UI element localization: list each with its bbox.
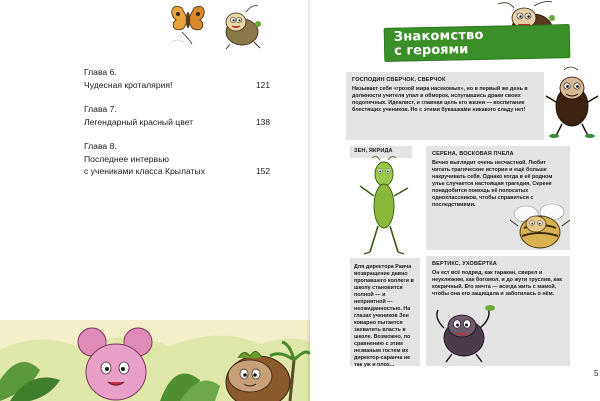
chapter-label: Глава 8. [84,141,117,151]
heroes-title-line-2: с героями [393,42,469,59]
page-ref: 152 [256,166,270,176]
butterfly-and-cricket-illustration [168,2,270,50]
toc-entry-chapter-6[interactable] [84,66,270,91]
right-page [310,0,600,401]
character-description: Называет себя «грозой мира насекомых», но в первый же день в должности учителя упал в обморок, испугавшись драки своих подопечных. Идеалист, и главная цель его жизни — воспитание блестящих учеников. Но с этими букашками никакого сладу нет! [352,86,528,113]
character-name: ЗЕН, ЯКРИДА [354,148,393,154]
character-panel-cricket [346,72,544,140]
table-of-contents [84,66,270,190]
toc-entry-chapter-7[interactable] [84,103,270,128]
chapter-title-continued: с учениками класса Крылатых [84,166,205,176]
chapter-title: Чудесная кроталярия! [84,79,173,90]
chapter-title: Легендарный красный цвет [84,116,194,127]
jungle-characters-illustration [0,320,310,401]
heroes-title-banner [384,24,571,62]
character-description: Вечно выглядит очень несчастной. Любит читать трагические истории и ещё больше накручивать себя. Однако когда в её родном улье случается настоящая трагедия, Серене понадобится помощь её полосатых одноклассников, чтобы справиться с последствиями. [432,160,553,208]
page-ref: 121 [256,79,270,90]
toc-entry-chapter-8[interactable] [84,140,270,178]
character-panel-zen [350,258,420,366]
page-number: 5 [594,369,599,378]
character-name: СЕРЕНА, ВОСКОВАЯ ПЧЕЛА [432,151,514,157]
serena-bee-illustration [506,196,572,250]
chapter-label: Глава 7. [84,104,117,114]
zen-grasshopper-illustration [354,156,414,256]
heroes-title-line-1: Знакомство [393,27,484,45]
chapter-label: Глава 6. [84,67,117,77]
character-name: ГОСПОДИН СВЕРЧОК, СВЕРЧОК [352,77,446,83]
vertix-earwig-illustration [430,298,500,364]
cricket-character-illustration [544,66,600,138]
character-description: Он ест всё подряд, как таракан, свирел и неуклюжим, как богомол, и до жути труслив, как кокричный. Его мечта — всегда жить с мамой, чтобы она его защищала и заботилась о нём. [432,270,562,297]
character-description: Для директора Раича возвращение давно пропавшего коллеги в школу становится полной — и неприятной — неожиданностью. На глазах учеников Зен коварно пытается захватить власть в школе. Возможно, по сравнению с этим незваным гостем их директор-саранча не так уж и плох... [354,264,414,368]
page-ref: 138 [256,116,270,127]
chapter-title: Последнее интервью [84,153,169,164]
character-name: ВЕРТИКС, УХОВЁРТКА [432,261,497,267]
